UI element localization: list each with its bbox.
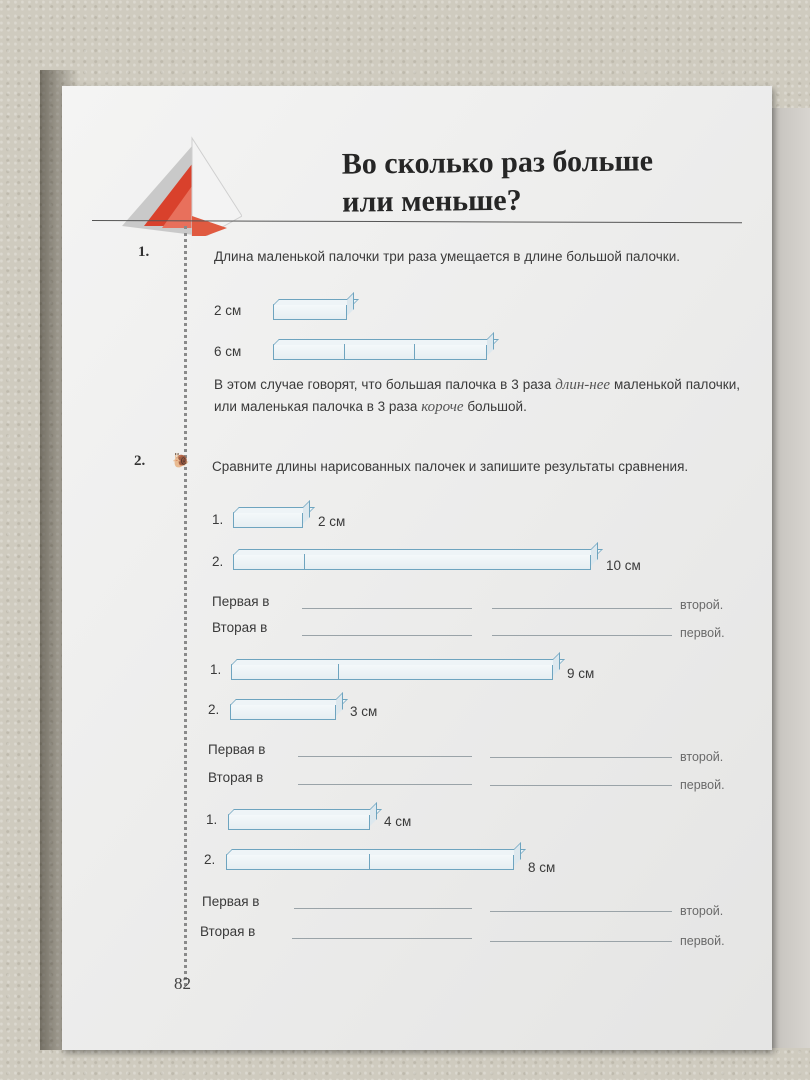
stick-divider [414,344,415,360]
answer-line[interactable] [302,635,472,636]
answer-end-second: второй. [680,598,724,612]
answer-line[interactable] [298,784,472,785]
stick-10cm [233,554,591,570]
answer-line[interactable] [492,608,672,609]
explanation-part-3: большой. [463,399,527,414]
stick-length: 8 см [528,860,556,875]
answer-label-first: Первая в [208,742,266,757]
answer-end-second: второй. [680,904,724,918]
big-stick [273,344,487,360]
stick-8cm [226,854,514,870]
stick-divider [344,344,345,360]
stick-length: 3 см [350,704,378,719]
stick-divider [304,554,305,570]
page-title [342,142,654,221]
stick-length: 2 см [318,514,346,529]
answer-line[interactable] [492,635,672,636]
stick-number: 2. [212,554,224,569]
task-1-number: 1. [138,244,150,260]
stick-length: 10 см [606,558,641,573]
stick-number: 2. [208,702,220,717]
answer-label-first: Первая в [212,594,270,609]
answer-label-second: Вторая в [208,770,264,785]
snail-icon: 🐌 [172,452,190,468]
answer-label-first: Первая в [202,894,260,909]
word-shorter: короче [421,399,464,415]
answer-line[interactable] [302,608,472,609]
stick-3cm [230,704,336,720]
answer-line[interactable] [294,908,472,909]
word-longer: длин-нее [555,377,611,393]
answer-end-first: первой. [680,626,725,640]
answer-line[interactable] [298,756,472,757]
title-line-2: или меньше? [342,183,522,219]
stick-length: 9 см [567,666,595,681]
title-line-1: Во сколько раз больше [341,144,654,181]
answer-end-first: первой. [680,778,725,792]
folded-corner-ornament [92,116,242,236]
stick-2cm [233,512,303,528]
task-1-explanation [214,374,740,418]
answer-end-second: второй. [680,750,724,764]
stick-length: 4 см [384,814,412,829]
stick-9cm [231,664,553,680]
stick-number: 1. [210,662,222,677]
task-2-instruction: Сравните длины нарисованных палочек и запишите результаты сравнения. [212,459,689,474]
answer-label-second: Вторая в [212,620,268,635]
answer-line[interactable] [490,941,672,942]
explanation-part-2: маленькой палочки, или маленькая палочка в 3 раза [214,377,741,414]
answer-end-first: первой. [680,934,725,948]
stick-divider [338,664,339,680]
stick-number: 1. [212,512,224,527]
page-number: 82 [174,974,191,993]
margin-dotted-line [184,226,187,986]
answer-line[interactable] [490,911,672,912]
answer-line[interactable] [490,785,672,786]
big-stick-label: 6 см [214,344,242,359]
explanation-part-1: В этом случае говорят, что большая палочка в 3 раза [214,377,556,392]
stick-number: 1. [206,812,218,827]
workbook-page [62,86,772,1050]
answer-label-second: Вторая в [200,924,256,939]
small-stick [273,304,347,320]
task-2-number: 2. [134,453,146,469]
task-1-intro: Длина маленькой палочки три раза умещается в длине большой палочки. [214,249,680,264]
answer-line[interactable] [490,757,672,758]
stick-divider [369,854,370,870]
small-stick-label: 2 см [214,303,242,318]
stick-number: 2. [204,852,216,867]
stick-4cm [228,814,370,830]
answer-line[interactable] [292,938,472,939]
